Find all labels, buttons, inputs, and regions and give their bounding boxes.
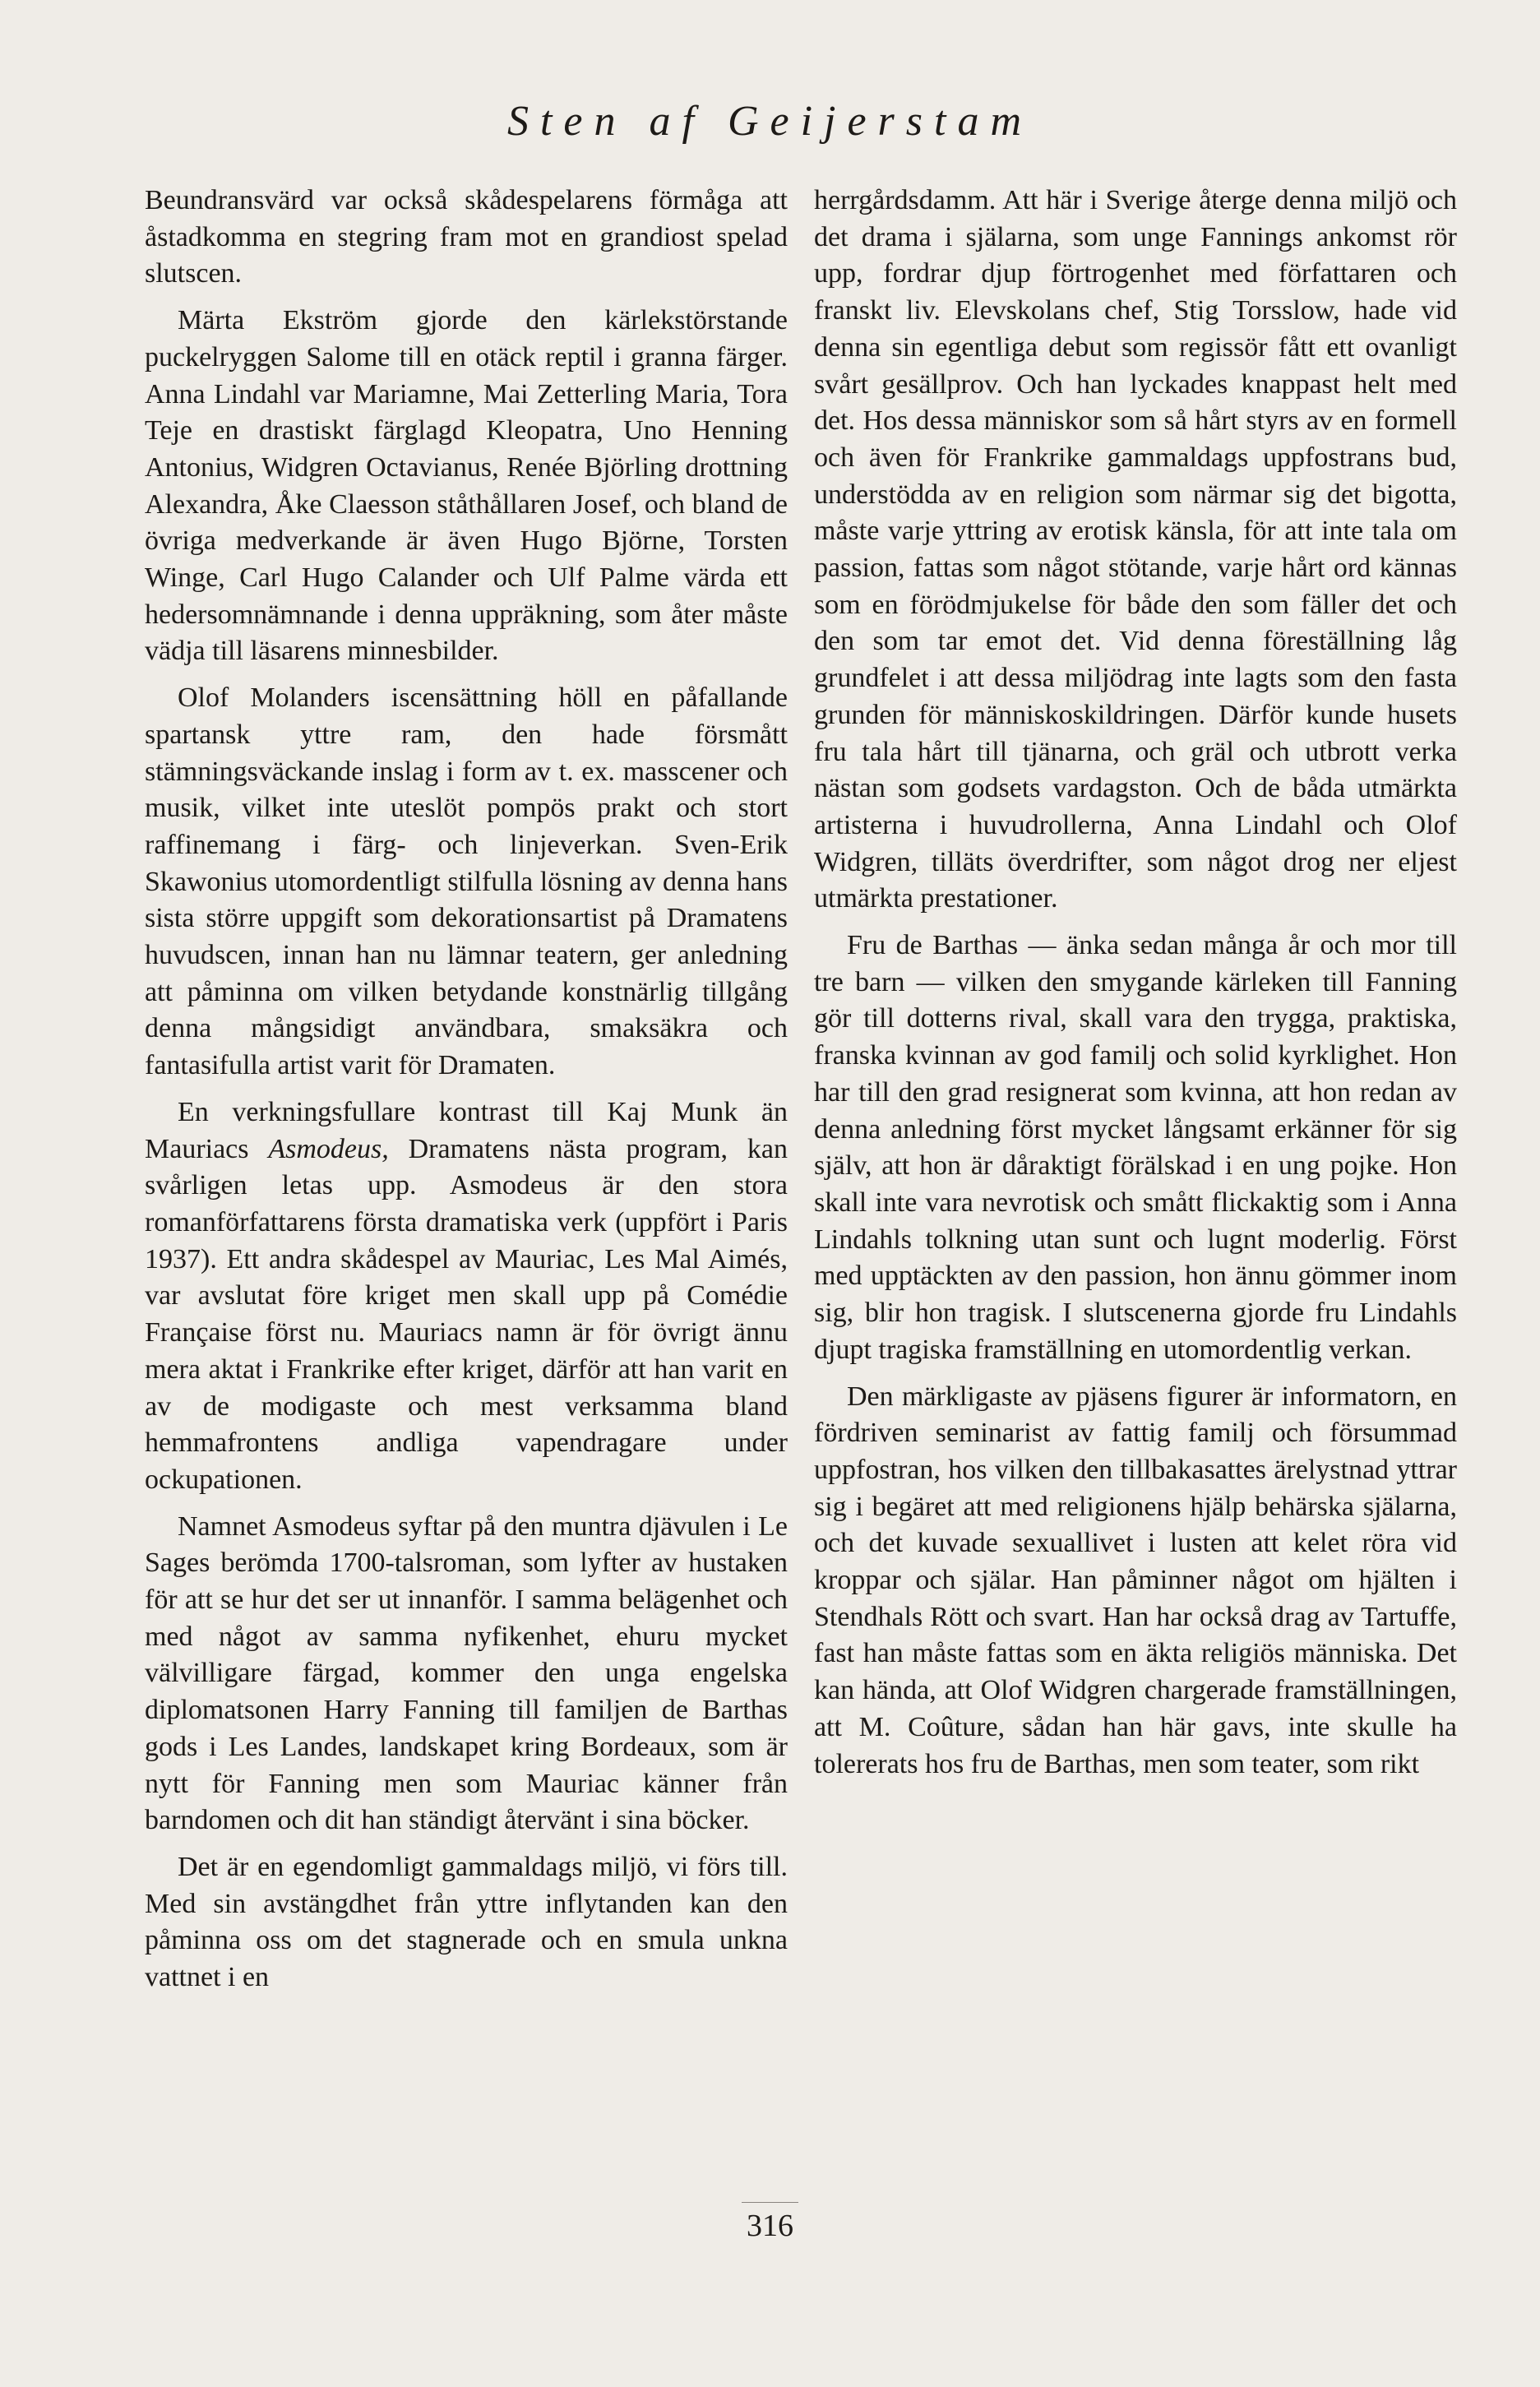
page-number [0, 2202, 1540, 2244]
page-number-text: 316 [742, 2202, 798, 2244]
paragraph-text: Dramatens nästa program, kan svårligen letas upp. Asmodeus är den stora romanförfattarens första dramatiska verk (uppfört i Paris 1937). Ett andra skådespel av Mauriac, Les Mal Aimés, var avslutat före kriget men skall upp på Comédie Française först nu. Mauriacs namn är för övrigt ännu mera aktat i Frankrike efter kriget, därför att han varit en av de modigaste och mest verksamma bland hemmafrontens andliga vapendragare under ockupationen. [145, 1133, 788, 1495]
paragraph: Den märkligaste av pjäsens figurer är informatorn, en fördriven seminarist av fattig familj och försummad uppfostran, hos vilken den tillbakasattes ärelystnad yttrar sig i begäret att med religionens hjälp behärska själarna, och det kuvade sexuallivet i lusten att kelet röra vid kroppar och själar. Han påminner något om hjälten i Stendhals Rött och svart. Han har också drag av Tartuffe, fast han måste fattas som en äkta religiös människa. Det kan hända, att Olof Widgren chargerade framställningen, att M. Coûture, sådan han här gavs, inte skulle ha tolererats hos fru de Barthas, men som teater, som rikt [814, 1381, 1457, 1779]
play-title: Asmodeus, [268, 1133, 389, 1164]
paragraph-text: En verkningsfullare kontrast till Kaj Munk än Mauriacs [145, 1096, 788, 1164]
paragraph: Namnet Asmodeus syftar på den muntra djävulen i Le Sages berömda 1700-talsroman, som lyfter av hustaken för att se hur det ser ut innanför. I samma belägenhet och med något av samma nyfikenhet, ehuru mycket välvilligare färgad, kommer den unga engelska diplomatsonen Harry Fanning till familjen de Barthas gods i Les Landes, landskapet kring Bordeaux, som är nytt för Fanning men som Mauriac känner från barndomen och dit han ständigt återvänt i sina böcker. [145, 1510, 788, 1836]
left-column [145, 183, 788, 2006]
paragraph: Olof Molanders iscensättning höll en påfallande spartansk yttre ram, den hade försmått stämningsväckande inslag i form av t. ex. masscener och musik, vilket inte uteslöt pompös prakt och stort raffinemang i färg- och linjeverkan. Sven-Erik Skawonius utomordentligt stilfulla lösning av denna hans sista större uppgift som dekorationsartist på Dramatens huvudscen, innan han nu lämnar teatern, ger anledning att påminna om vilken betydande konstnärlig tillgång denna mångsidigt användbara, smaksäkra och fantasifulla artist varit för Dramaten. [145, 682, 788, 1081]
paragraph: herrgårdsdamm. Att här i Sverige återge denna miljö och det drama i själarna, som unge Fannings ankomst rör upp, fordrar djup förtrogenhet med författaren och franskt liv. Elevskolans chef, Stig Torsslow, hade vid denna sin egentliga debut som regissör fått ett ovanligt svårt gesällprov. Och han lyckades knappast helt med det. Hos dessa människor som så hårt styrs av en formell och även för Frankrike gammaldags uppfostrans bud, understödda av en religion som närmar sig det bigotta, måste varje yttring av erotisk känsla, för att inte tala om passion, fattas som något stötande, varje hårt ord kännas som en förödmjukelse för både den som fäller det och den som tar emot det. Vid denna föreställning låg grundfelet i att dessa miljödrag inte lagts som den fasta grunden för människoskildringen. Därför kunde husets fru tala hårt till tjänarna, och gräl och utbrott verka nästan som godsets vardagston. Och de båda utmärkta artisterna i huvudrollerna, Anna Lindahl och Olof Widgren, tilläts överdrifter, som något drog ner eljest utmärkta prestationer. [814, 185, 1457, 914]
right-column [814, 183, 1457, 1793]
paragraph: Beundransvärd var också skådespelarens förmåga att åstadkomma en stegring fram mot en grandiost spelad slutscen. [145, 185, 788, 289]
paragraph: Märta Ekström gjorde den kärlekstörstande puckelryggen Salome till en otäck reptil i granna färger. Anna Lindahl var Mariamne, Mai Zetterling Maria, Tora Teje en drastiskt färglagd Kleopatra, Uno Henning Antonius, Widgren Octavianus, Renée Björling drottning Alexandra, Åke Claesson ståthållaren Josef, och bland de övriga medverkande är även Hugo Björne, Torsten Winge, Carl Hugo Calander och Ulf Palme värda ett hedersomnämnande i denna uppräkning, som åter måste vädja till läsarens minnesbilder. [145, 305, 788, 667]
paragraph [145, 1094, 788, 1499]
paragraph: Det är en egendomligt gammaldags miljö, vi förs till. Med sin avstängdhet från yttre inflytanden kan den påminna oss om det stagnerade och en smula unkna vattnet i en [145, 1851, 788, 1993]
paragraph: Fru de Barthas — änka sedan många år och mor till tre barn — vilken den smygande kärleken till Fanning gör till dotterns rival, skall vara den trygga, praktiska, franska kvinnan av god familj och solid kyrklighet. Hon har till den grad resignerat som kvinna, att hon redan av denna anledning först mycket långsamt erkänner för sig själv, att hon är dåraktigt förälskad i en ung pojke. Hon skall inte vara nevrotisk och smått flickaktig som i Anna Lindahls tolkning utan sunt och lugnt moderlig. Först med upptäckten av den passion, hon ännu gömmer inom sig, blir hon tragisk. I slutscenerna gjorde fru Lindahls djupt tragiska framställning en utomordentlig verkan. [814, 930, 1457, 1365]
running-header: Sten af Geijerstam [506, 98, 1034, 145]
